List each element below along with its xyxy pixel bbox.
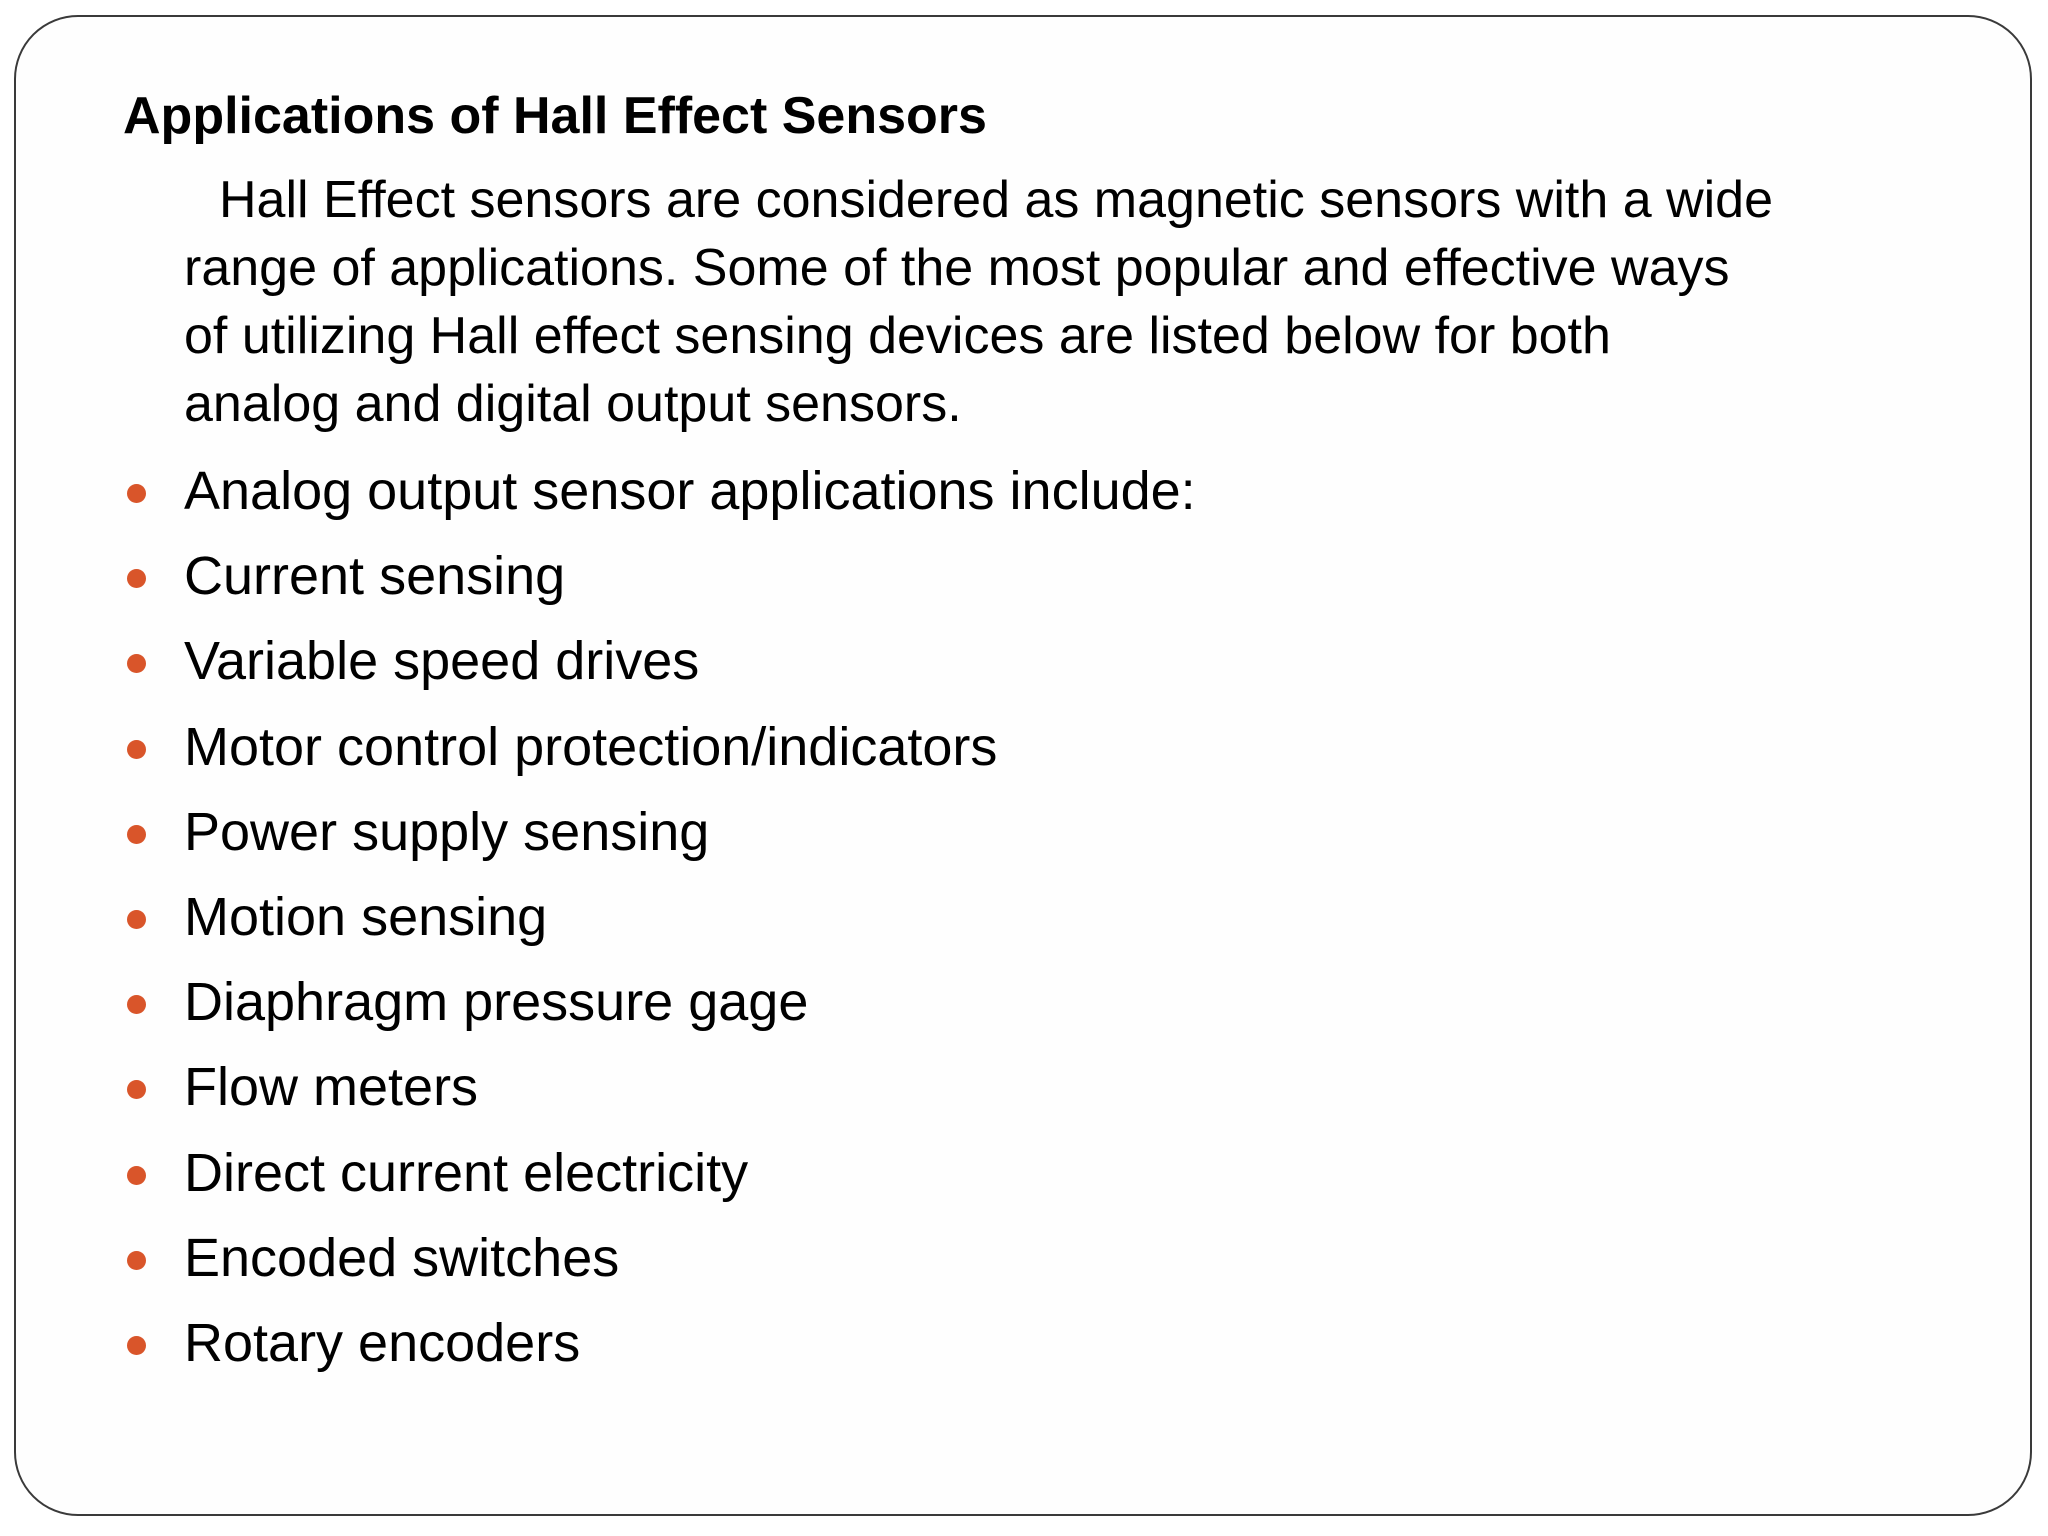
intro-line: analog and digital output sensors. <box>184 375 962 433</box>
bullet-dot-icon <box>127 1251 146 1270</box>
slide-title: Applications of Hall Effect Sensors <box>123 87 987 145</box>
list-item-text: Power supply sensing <box>184 801 710 862</box>
list-item-text: Direct current electricity <box>184 1142 749 1203</box>
bullet-dot-icon <box>127 484 146 503</box>
list-item-text: Encoded switches <box>184 1227 620 1288</box>
intro-line: of utilizing Hall effect sensing devices are listed below for both <box>184 307 1611 365</box>
list-item-text: Rotary encoders <box>184 1312 581 1373</box>
list-item-text: Analog output sensor applications include: <box>184 461 1196 521</box>
list-item-text: Variable speed drives <box>184 631 700 692</box>
list-item-text: Motion sensing <box>184 886 548 947</box>
list-item-text: Current sensing <box>184 546 566 607</box>
bullet-dot-icon <box>127 1166 146 1185</box>
bullet-dot-icon <box>127 995 146 1014</box>
bullet-dot-icon <box>127 1336 146 1355</box>
intro-line: Hall Effect sensors are considered as magnetic sensors with a wide <box>219 171 1774 229</box>
intro-paragraph <box>184 166 1934 438</box>
bullet-dot-icon <box>127 910 146 929</box>
bullet-dot-icon <box>127 825 146 844</box>
list-item-text: Flow meters <box>184 1057 479 1118</box>
list-item-text: Motor control protection/indicators <box>184 716 998 777</box>
intro-line: range of applications. Some of the most popular and effective ways <box>184 239 1730 297</box>
list-item-text: Diaphragm pressure gage <box>184 972 809 1033</box>
bullet-dot-icon <box>127 740 146 759</box>
